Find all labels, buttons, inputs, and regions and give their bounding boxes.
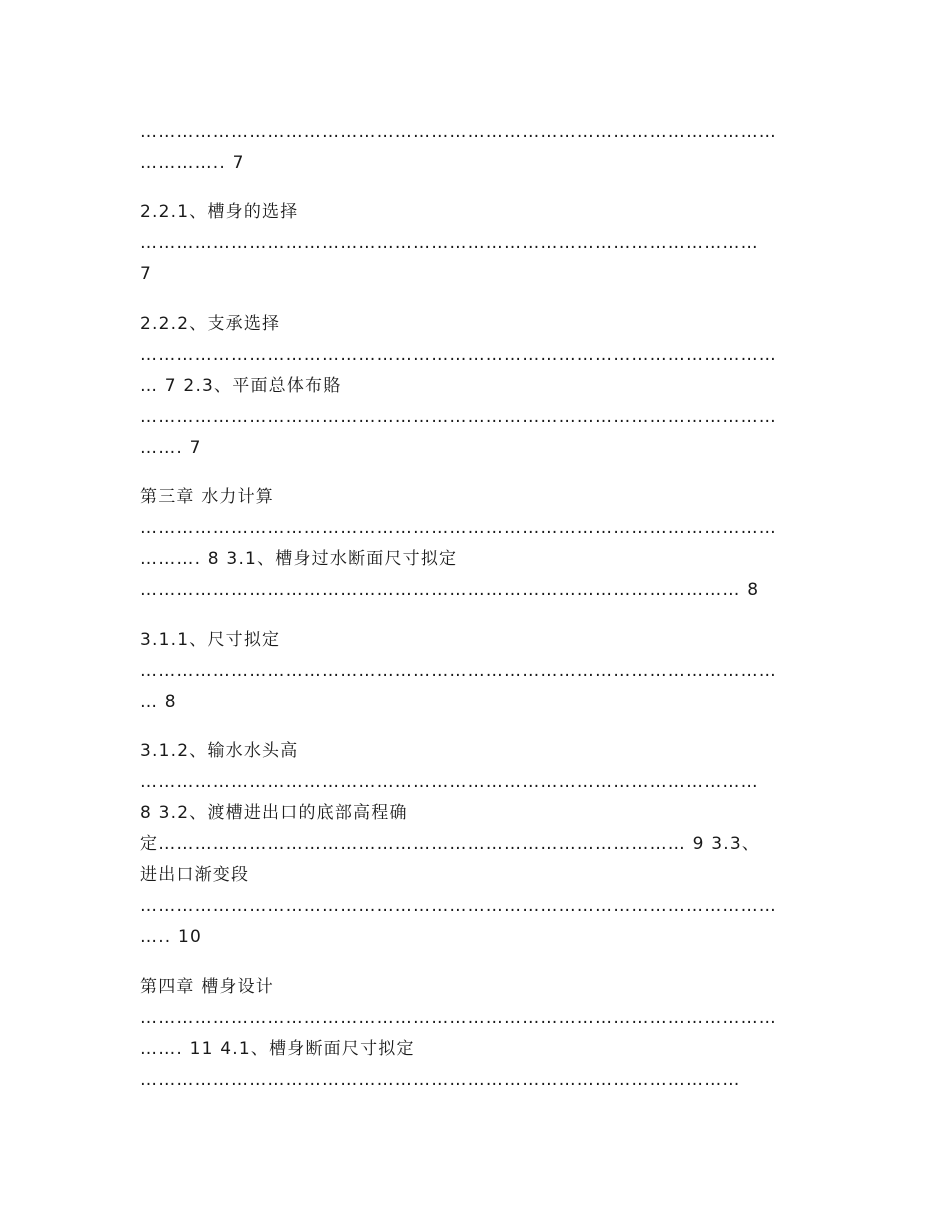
toc-chapter-4: 第四章 槽身设计 bbox=[140, 977, 275, 997]
toc-chapter-3: 第三章 水力计算 bbox=[140, 487, 275, 507]
toc-leader-line: …………………………………………………………………………………………… bbox=[140, 122, 777, 142]
toc-entry-4-1: ……. 11 4.1、槽身断面尺寸拟定 bbox=[140, 1039, 415, 1059]
toc-page-number-line: … 8 bbox=[140, 692, 177, 712]
toc-leader-line: ……………………………………………………………………………………… bbox=[140, 1070, 741, 1090]
toc-leader-line: ………………………………………………………………………………………… bbox=[140, 233, 759, 253]
toc-entry-3-2: 8 3.2、渡槽进出口的底部高程确 bbox=[140, 803, 408, 823]
toc-leader-line: …………………………………………………………………………………………… bbox=[140, 518, 777, 538]
toc-leader-line: …………………………………………………………………………………………… bbox=[140, 345, 777, 365]
toc-leader-line: …………………………………………………………………………………………… bbox=[140, 661, 777, 681]
toc-entry-3-1-2: 3.1.2、输水水头高 bbox=[140, 741, 299, 761]
toc-entry-3-3: 定…………………………………………………………………………… 9 3.3、 bbox=[140, 834, 761, 854]
toc-leader-line: …………………………………………………………………………………………… bbox=[140, 407, 777, 427]
toc-page-number-line: ……. 7 bbox=[140, 438, 202, 458]
toc-leader-line: …………………………………………………………………………………………… bbox=[140, 896, 777, 916]
toc-leader-line: ………………………………………………………………………………………… bbox=[140, 772, 759, 792]
toc-entry-2-2-1: 2.2.1、槽身的选择 bbox=[140, 202, 299, 222]
toc-leader-line: …………………………………………………………………………………………… bbox=[140, 1008, 777, 1028]
toc-entry-3-3-title: 进出口渐变段 bbox=[140, 865, 250, 885]
toc-leader-line: ……………………………………………………………………………………… 8 bbox=[140, 580, 760, 600]
toc-entry-3-1: ………. 8 3.1、槽身过水断面尺寸拟定 bbox=[140, 549, 458, 569]
toc-entry-3-1-1: 3.1.1、尺寸拟定 bbox=[140, 630, 281, 650]
toc-page-number-line: 7 bbox=[140, 264, 153, 284]
toc-entry-2-3: … 7 2.3、平面总体布賂 bbox=[140, 376, 342, 396]
toc-page-number-line: ….. 10 bbox=[140, 927, 203, 947]
toc-entry-2-2-2: 2.2.2、支承选择 bbox=[140, 314, 281, 334]
toc-page-number-line: ………….. 7 bbox=[140, 153, 245, 173]
